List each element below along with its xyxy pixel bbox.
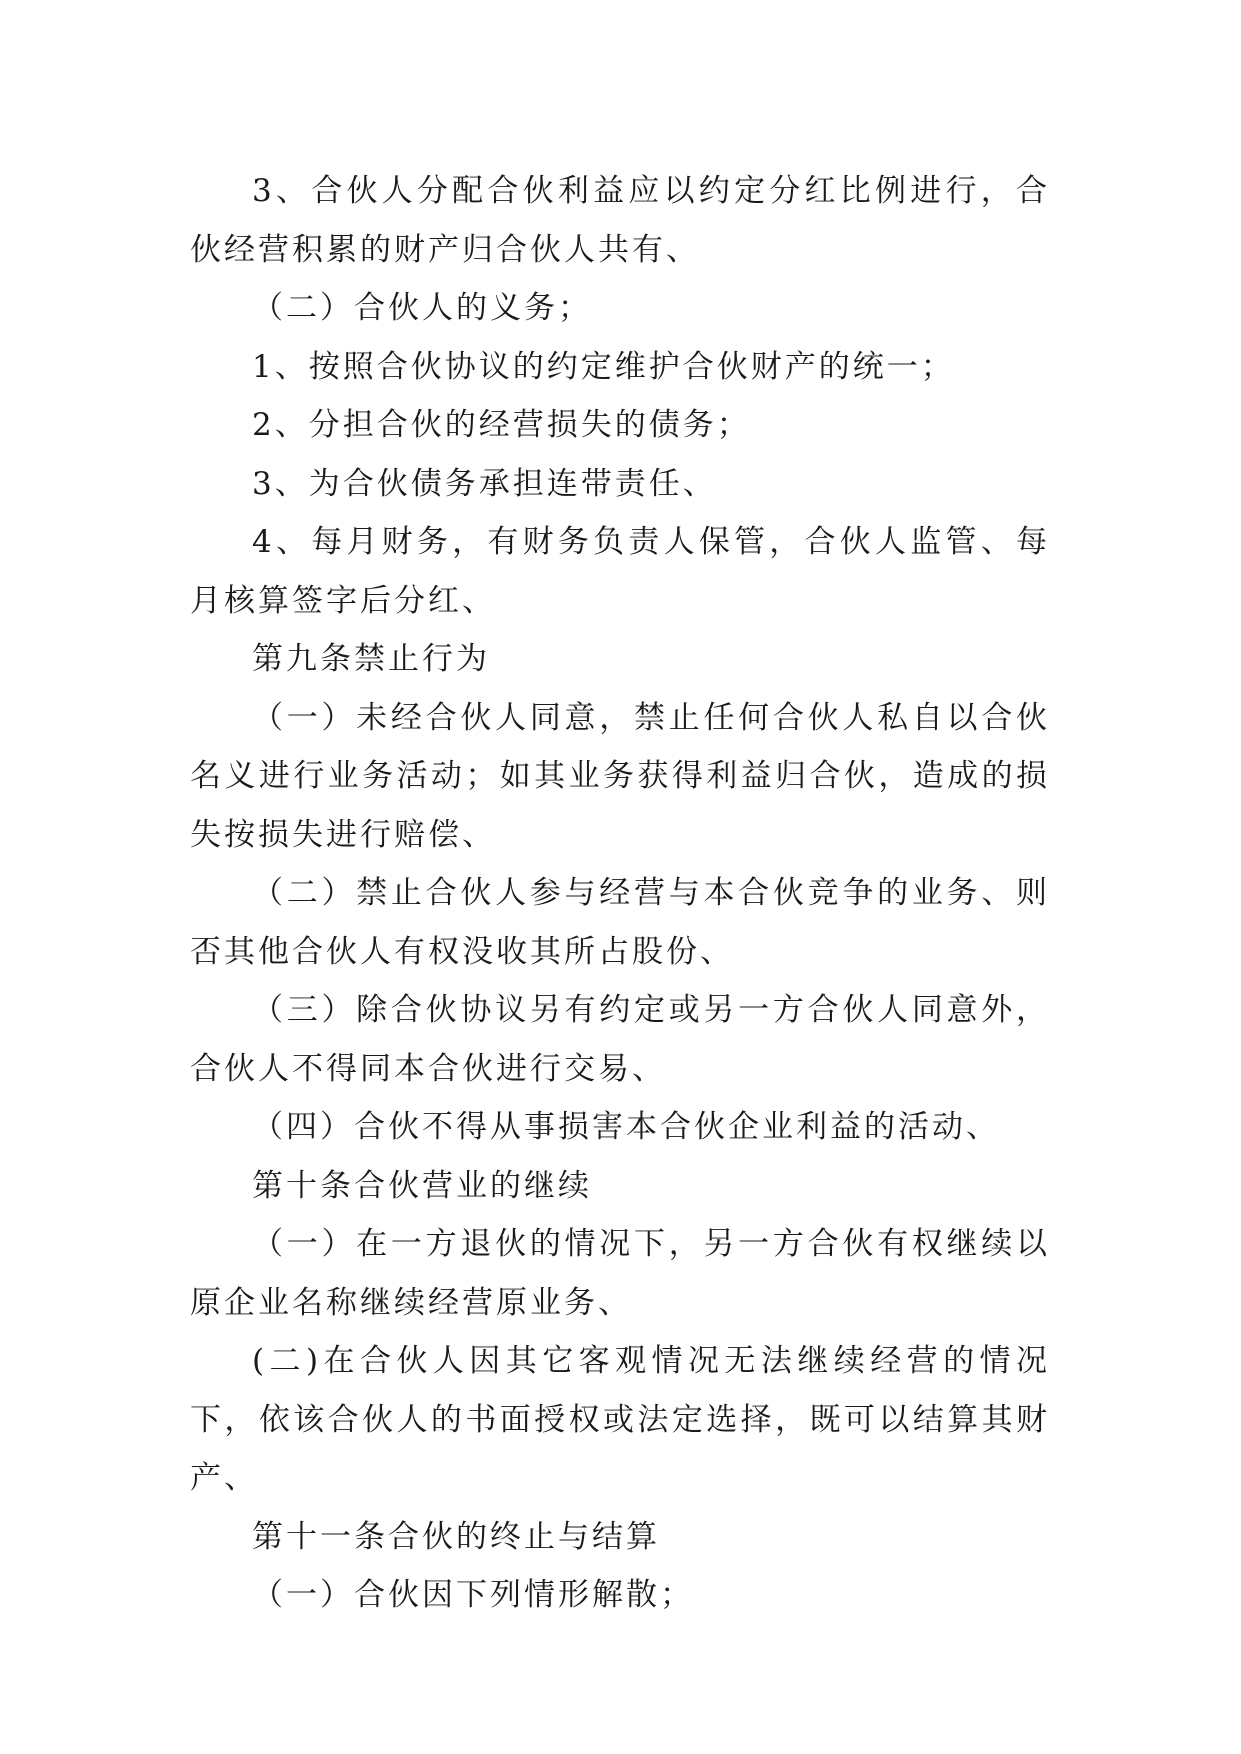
article-10-item-1: （一）在一方退伙的情况下，另一方合伙有权继续以原企业名称继续经营原业务、 bbox=[190, 1226, 1050, 1321]
article-9-item-2: （二）禁止合伙人参与经营与本合伙竞争的业务、则否其他合伙人有权没收其所占股份、 bbox=[190, 875, 1050, 970]
document-body bbox=[190, 162, 1050, 1625]
paragraph-obligation-1: 1、按照合伙协议的约定维护合伙财产的统一； bbox=[252, 348, 955, 385]
article-9-item-3: （三）除合伙协议另有约定或另一方合伙人同意外，合伙人不得同本合伙进行交易、 bbox=[190, 992, 1050, 1087]
article-11-heading: 第十一条合伙的终止与结算 bbox=[252, 1518, 660, 1555]
article-9-item-4: （四）合伙不得从事损害本合伙企业利益的活动、 bbox=[252, 1109, 1000, 1145]
paragraph-obligation-4: 4、每月财务，有财务负责人保管，合伙人监管、每月核算签字后分红、 bbox=[190, 524, 1050, 619]
paragraph-partner-obligations-heading: （二）合伙人的义务； bbox=[252, 290, 592, 326]
paragraph-profit-distribution: 3、合伙人分配合伙利益应以约定分红比例进行，合伙经营积累的财产归合伙人共有、 bbox=[190, 173, 1050, 268]
article-9-heading: 第九条禁止行为 bbox=[252, 641, 490, 677]
paragraph-obligation-3: 3、为合伙债务承担连带责任、 bbox=[252, 465, 717, 502]
article-11-item-1: （一）合伙因下列情形解散； bbox=[252, 1577, 694, 1613]
article-10-item-2: (二)在合伙人因其它客观情况无法继续经营的情况下，依该合伙人的书面授权或法定选择，既可以结算其财产、 bbox=[190, 1343, 1050, 1496]
paragraph-obligation-2: 2、分担合伙的经营损失的债务； bbox=[252, 407, 751, 443]
article-9-item-1: （一）未经合伙人同意，禁止任何合伙人私自以合伙名义进行业务活动；如其业务获得利益归合伙，造成的损失按损失进行赔偿、 bbox=[190, 699, 1050, 853]
article-10-heading: 第十条合伙营业的继续 bbox=[252, 1167, 592, 1204]
